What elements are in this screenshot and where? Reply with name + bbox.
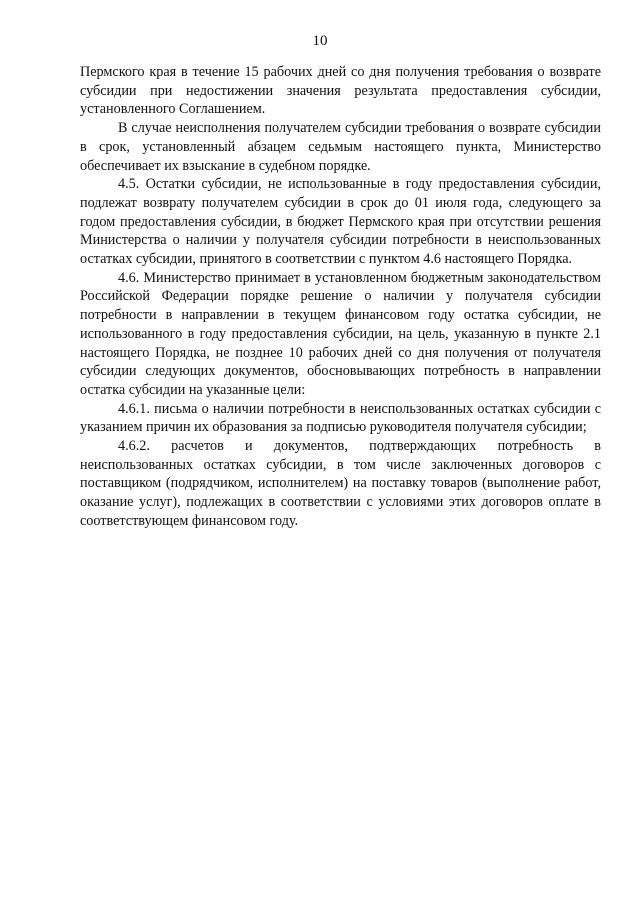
paragraph-4-6-1: 4.6.1. письма о наличии потребности в неиспользованных остатках субсидии с указанием причин их образования за подписью руководителя получателя субсидии; <box>80 400 601 436</box>
paragraph-continuation: Пермского края в течение 15 рабочих дней со дня получения требования о возврате субсидии при недостижении значения результата предоставления субсидии, установленного Соглашением. <box>80 64 601 118</box>
paragraph-enforcement: В случае неисполнения получателем субсидии требования о возврате субсидии в срок, установленный абзацем седьмым настоящего пункта, Министерство обеспечивает их взыскание в судебном порядке. <box>80 120 601 174</box>
page-number: 10 <box>312 33 328 49</box>
paragraph-4-5: 4.5. Остатки субсидии, не использованные в году предоставления субсидии, подлежат возврату получателем субсидии в срок до 01 июля года, следующего за годом предоставления субсидии, в бюджет Пермского края при отсутствии решения Министерства о наличии у получателя субсидии потребности в неиспользованных остатках субсидии, принятого в соответствии с пунктом 4.6 настоящего Порядка. <box>80 176 601 268</box>
paragraph-4-6-2: 4.6.2. расчетов и документов, подтверждающих потребность в неиспользованных остатках субсидии, в том числе заключенных договоров с поставщиком (подрядчиком, исполнителем) на поставку товаров (выполнение работ, оказание услуг), подлежащих в соответствии с условиями этих договоров оплате в соответствующем финансовом году. <box>80 438 601 529</box>
paragraph-4-6: 4.6. Министерство принимает в установленном бюджетным законодательством Российской Федерации порядке решение о наличии у получателя субсидии потребности в направлении в текущем финансовом году остатка субсидии, не использованного в году предоставления субсидии, на цель, указанную в пункте 2.1 настоящего Порядка, не позднее 10 рабочих дней со дня получения от получателя субсидии следующих документов, обосновывающих потребность в направлении остатка субсидии на указанные цели: <box>80 269 601 398</box>
document-body <box>80 63 601 531</box>
